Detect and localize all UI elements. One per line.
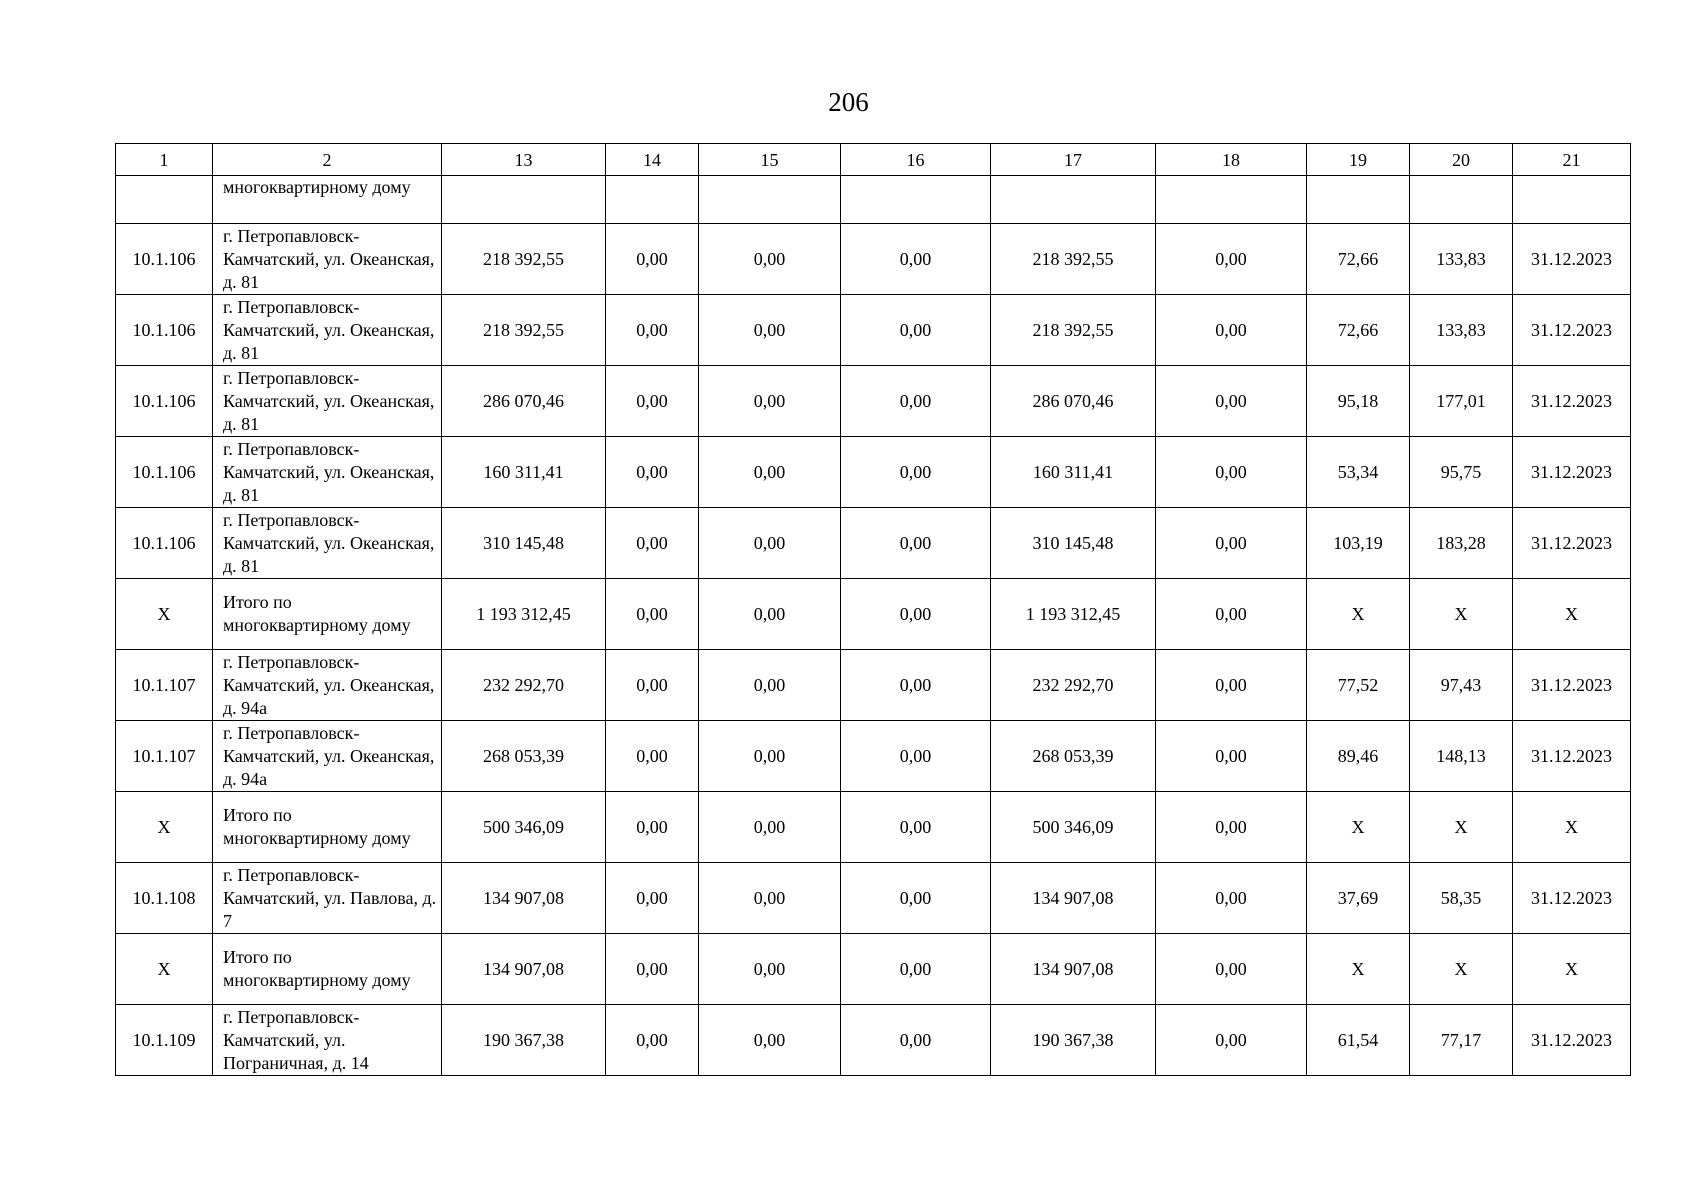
cell-col19: 72,66 [1307, 295, 1410, 366]
cell-col21: X [1513, 579, 1631, 650]
cell-col19: 37,69 [1307, 863, 1410, 934]
cell-col17 [991, 176, 1156, 224]
cell-col13: 218 392,55 [442, 224, 606, 295]
cell-col16: 0,00 [841, 650, 991, 721]
cell-col16: 0,00 [841, 366, 991, 437]
cell-col20: 77,17 [1410, 1005, 1513, 1076]
cell-col18: 0,00 [1156, 437, 1307, 508]
table-row [116, 295, 1631, 366]
cell-col18: 0,00 [1156, 1005, 1307, 1076]
cell-number [116, 176, 213, 224]
cell-col17: 310 145,48 [991, 508, 1156, 579]
cell-col17: 1 193 312,45 [991, 579, 1156, 650]
cell-address: Итого по многоквартирному дому [213, 579, 442, 650]
cell-number: 10.1.109 [116, 1005, 213, 1076]
cell-col18: 0,00 [1156, 792, 1307, 863]
cell-address: Итого по многоквартирному дому [213, 934, 442, 1005]
cell-col15: 0,00 [699, 437, 841, 508]
cell-col13: 134 907,08 [442, 863, 606, 934]
cell-number: X [116, 792, 213, 863]
table-row-total [116, 934, 1631, 1005]
cell-address: г. Петропавловск-Камчатский, ул. Океанская, д. 94а [213, 650, 442, 721]
column-header-13: 13 [442, 144, 606, 176]
cell-col17: 134 907,08 [991, 934, 1156, 1005]
cell-number: 10.1.107 [116, 721, 213, 792]
cell-number: 10.1.106 [116, 295, 213, 366]
cell-col17: 500 346,09 [991, 792, 1156, 863]
cell-col17: 218 392,55 [991, 295, 1156, 366]
column-header-17: 17 [991, 144, 1156, 176]
cell-number: 10.1.106 [116, 437, 213, 508]
cell-col21: 31.12.2023 [1513, 650, 1631, 721]
cell-col20: 97,43 [1410, 650, 1513, 721]
cell-col19: 61,54 [1307, 1005, 1410, 1076]
cell-col13: 500 346,09 [442, 792, 606, 863]
cell-address: г. Петропавловск-Камчатский, ул. Павлова, д. 7 [213, 863, 442, 934]
cell-col16: 0,00 [841, 508, 991, 579]
table-row [116, 224, 1631, 295]
cell-col16: 0,00 [841, 224, 991, 295]
cell-col15: 0,00 [699, 721, 841, 792]
cell-col16: 0,00 [841, 721, 991, 792]
cell-col15: 0,00 [699, 508, 841, 579]
cell-col16: 0,00 [841, 934, 991, 1005]
cell-col13: 134 907,08 [442, 934, 606, 1005]
cell-address: многоквартирному дому [213, 176, 442, 224]
table-row-total [116, 579, 1631, 650]
cell-col19 [1307, 176, 1410, 224]
cell-col17: 218 392,55 [991, 224, 1156, 295]
cell-col20: 133,83 [1410, 224, 1513, 295]
cell-col13: 160 311,41 [442, 437, 606, 508]
cell-col13: 218 392,55 [442, 295, 606, 366]
data-table [115, 143, 1631, 1076]
column-header-20: 20 [1410, 144, 1513, 176]
cell-col18 [1156, 176, 1307, 224]
cell-col14: 0,00 [606, 792, 699, 863]
cell-col15: 0,00 [699, 295, 841, 366]
cell-col15: 0,00 [699, 366, 841, 437]
cell-col15 [699, 176, 841, 224]
cell-address: г. Петропавловск-Камчатский, ул. Пограничная, д. 14 [213, 1005, 442, 1076]
cell-col14: 0,00 [606, 721, 699, 792]
cell-col19: X [1307, 792, 1410, 863]
cell-col21: 31.12.2023 [1513, 508, 1631, 579]
cell-col16: 0,00 [841, 1005, 991, 1076]
table-row [116, 508, 1631, 579]
cell-col21 [1513, 176, 1631, 224]
table-row [116, 863, 1631, 934]
cell-col19: X [1307, 934, 1410, 1005]
table-row [116, 437, 1631, 508]
cell-col14: 0,00 [606, 437, 699, 508]
cell-col15: 0,00 [699, 792, 841, 863]
cell-col19: 103,19 [1307, 508, 1410, 579]
column-header-1: 1 [116, 144, 213, 176]
cell-number: 10.1.108 [116, 863, 213, 934]
cell-number: 10.1.106 [116, 366, 213, 437]
cell-address: г. Петропавловск-Камчатский, ул. Океанская, д. 81 [213, 437, 442, 508]
cell-col15: 0,00 [699, 650, 841, 721]
cell-col16: 0,00 [841, 295, 991, 366]
cell-col17: 160 311,41 [991, 437, 1156, 508]
cell-number: X [116, 934, 213, 1005]
cell-col21: X [1513, 792, 1631, 863]
cell-col14: 0,00 [606, 224, 699, 295]
cell-col18: 0,00 [1156, 934, 1307, 1005]
cell-col14: 0,00 [606, 863, 699, 934]
cell-col21: 31.12.2023 [1513, 1005, 1631, 1076]
cell-col13: 232 292,70 [442, 650, 606, 721]
cell-col14 [606, 176, 699, 224]
cell-col15: 0,00 [699, 224, 841, 295]
cell-col20: 58,35 [1410, 863, 1513, 934]
column-header-2: 2 [213, 144, 442, 176]
cell-col18: 0,00 [1156, 366, 1307, 437]
cell-col15: 0,00 [699, 934, 841, 1005]
table-row [116, 366, 1631, 437]
cell-col16: 0,00 [841, 437, 991, 508]
cell-col13: 268 053,39 [442, 721, 606, 792]
cell-col20: X [1410, 792, 1513, 863]
cell-col18: 0,00 [1156, 863, 1307, 934]
cell-col21: 31.12.2023 [1513, 437, 1631, 508]
column-header-18: 18 [1156, 144, 1307, 176]
table-row [116, 650, 1631, 721]
cell-col15: 0,00 [699, 579, 841, 650]
cell-col21: 31.12.2023 [1513, 366, 1631, 437]
cell-col16 [841, 176, 991, 224]
cell-col16: 0,00 [841, 579, 991, 650]
column-header-15: 15 [699, 144, 841, 176]
cell-col19: 53,34 [1307, 437, 1410, 508]
cell-address: г. Петропавловск-Камчатский, ул. Океанская, д. 81 [213, 508, 442, 579]
cell-col17: 268 053,39 [991, 721, 1156, 792]
cell-col17: 190 367,38 [991, 1005, 1156, 1076]
cell-col18: 0,00 [1156, 721, 1307, 792]
cell-col20: 95,75 [1410, 437, 1513, 508]
cell-col18: 0,00 [1156, 579, 1307, 650]
cell-col20: 183,28 [1410, 508, 1513, 579]
cell-col14: 0,00 [606, 579, 699, 650]
cell-number: 10.1.106 [116, 508, 213, 579]
cell-number: X [116, 579, 213, 650]
cell-col20 [1410, 176, 1513, 224]
cell-col14: 0,00 [606, 650, 699, 721]
cell-col16: 0,00 [841, 863, 991, 934]
cell-col14: 0,00 [606, 366, 699, 437]
cell-col16: 0,00 [841, 792, 991, 863]
cell-col21: 31.12.2023 [1513, 295, 1631, 366]
cell-col14: 0,00 [606, 1005, 699, 1076]
cell-address: г. Петропавловск-Камчатский, ул. Океанская, д. 81 [213, 224, 442, 295]
column-header-16: 16 [841, 144, 991, 176]
column-header-19: 19 [1307, 144, 1410, 176]
cell-col14: 0,00 [606, 934, 699, 1005]
cell-col20: 133,83 [1410, 295, 1513, 366]
table-row [116, 176, 1631, 224]
cell-col14: 0,00 [606, 295, 699, 366]
page-number: 206 [828, 87, 869, 117]
table-row [116, 1005, 1631, 1076]
cell-col18: 0,00 [1156, 295, 1307, 366]
cell-col15: 0,00 [699, 863, 841, 934]
header-row [116, 144, 1631, 176]
cell-col19: X [1307, 579, 1410, 650]
cell-number: 10.1.107 [116, 650, 213, 721]
cell-col14: 0,00 [606, 508, 699, 579]
column-header-14: 14 [606, 144, 699, 176]
cell-address: г. Петропавловск-Камчатский, ул. Океанская, д. 81 [213, 366, 442, 437]
cell-col13 [442, 176, 606, 224]
cell-col17: 232 292,70 [991, 650, 1156, 721]
cell-col19: 89,46 [1307, 721, 1410, 792]
cell-col15: 0,00 [699, 1005, 841, 1076]
cell-col21: X [1513, 934, 1631, 1005]
cell-col20: 177,01 [1410, 366, 1513, 437]
cell-col20: X [1410, 579, 1513, 650]
cell-col18: 0,00 [1156, 508, 1307, 579]
cell-col13: 1 193 312,45 [442, 579, 606, 650]
cell-col19: 95,18 [1307, 366, 1410, 437]
cell-col19: 72,66 [1307, 224, 1410, 295]
cell-col13: 190 367,38 [442, 1005, 606, 1076]
cell-col20: 148,13 [1410, 721, 1513, 792]
cell-col18: 0,00 [1156, 224, 1307, 295]
cell-col21: 31.12.2023 [1513, 721, 1631, 792]
cell-col17: 286 070,46 [991, 366, 1156, 437]
cell-col21: 31.12.2023 [1513, 863, 1631, 934]
column-header-21: 21 [1513, 144, 1631, 176]
cell-col13: 310 145,48 [442, 508, 606, 579]
table-row [116, 721, 1631, 792]
cell-col19: 77,52 [1307, 650, 1410, 721]
cell-col18: 0,00 [1156, 650, 1307, 721]
cell-col13: 286 070,46 [442, 366, 606, 437]
cell-col21: 31.12.2023 [1513, 224, 1631, 295]
cell-address: Итого по многоквартирному дому [213, 792, 442, 863]
table-row-total [116, 792, 1631, 863]
cell-address: г. Петропавловск-Камчатский, ул. Океанская, д. 81 [213, 295, 442, 366]
cell-address: г. Петропавловск-Камчатский, ул. Океанская, д. 94а [213, 721, 442, 792]
cell-col20: X [1410, 934, 1513, 1005]
cell-col17: 134 907,08 [991, 863, 1156, 934]
cell-number: 10.1.106 [116, 224, 213, 295]
